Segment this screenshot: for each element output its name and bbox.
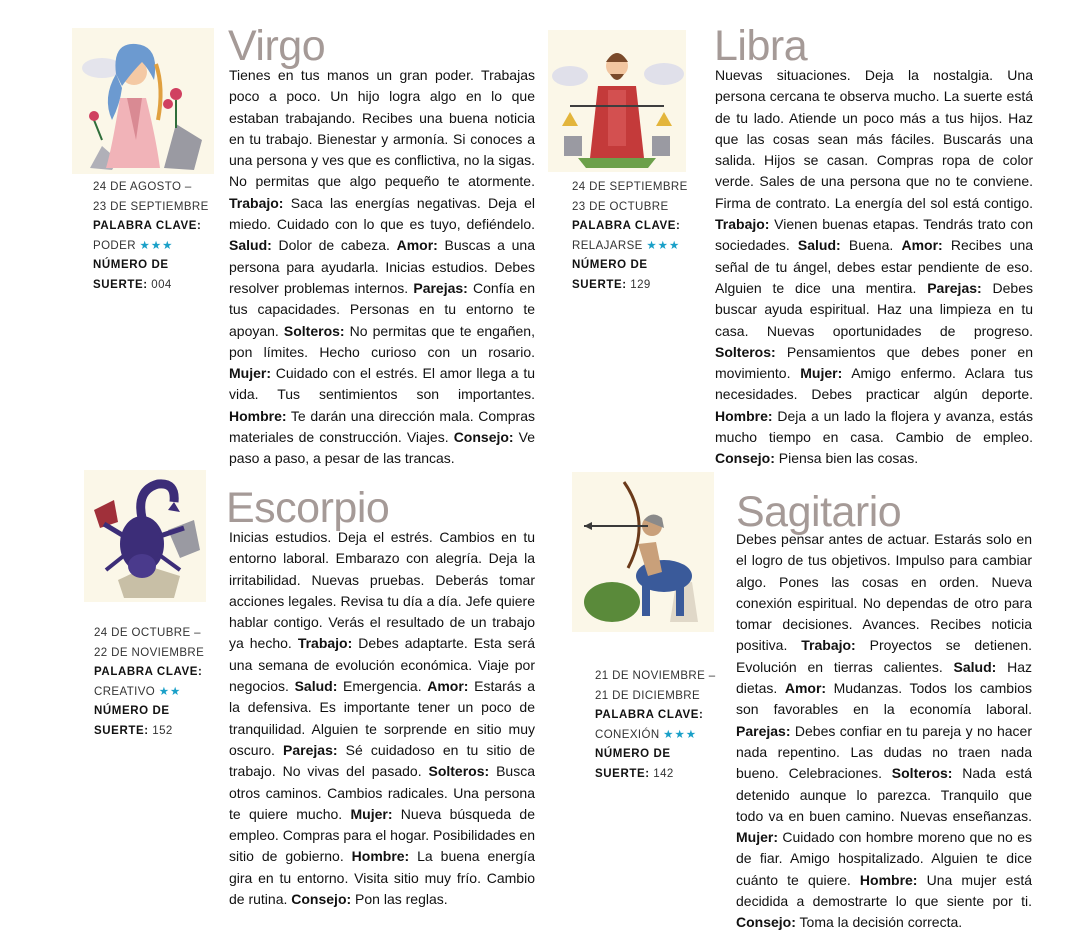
text-segment: Pensamientos que debes poner en movimiento. bbox=[715, 343, 1033, 382]
section-label: Solteros: bbox=[715, 343, 776, 360]
section-label: Trabajo: bbox=[715, 216, 770, 233]
horoscope-text-sagitario bbox=[736, 529, 1032, 934]
rating-stars: ★★★ bbox=[139, 239, 174, 252]
section-label: Mujer: bbox=[736, 829, 778, 846]
lucky-number-row bbox=[94, 722, 224, 742]
horoscope-text-virgo bbox=[229, 65, 535, 470]
keyword-row bbox=[93, 237, 223, 257]
section-label: Parejas: bbox=[283, 741, 338, 758]
text-segment: Debes confiar en tu pareja y no hacer nada repentino. Las dudas no traen nada bueno. Celebraciones. bbox=[736, 722, 1032, 782]
date-range-end: 22 DE NOVIEMBRE bbox=[94, 646, 205, 659]
lucky-number-value: 152 bbox=[152, 724, 173, 737]
text-segment: La buena energía gira en tu entorno. Visita sitio muy frío. Cambio de rutina. bbox=[229, 848, 535, 908]
libra-illustration bbox=[548, 30, 686, 172]
text-segment: Toma la decisión correcta. bbox=[795, 914, 963, 931]
text-segment: Sé cuidadoso en tu sitio de trabajo. No vivas del pasado. bbox=[229, 741, 535, 780]
text-segment: Nada está detenido aunque lo parezca. Tranquilo que todo va en buen camino. Nuevas enseñanzas. bbox=[736, 765, 1032, 824]
text-segment: Proyectos se detienen. Evolución en tierras calientes. bbox=[736, 637, 1033, 675]
text-segment: Debes buscar ayuda espiritual. Haz una limpieza en tu casa. Nuevas oportunidades de progreso. bbox=[715, 279, 1033, 339]
lucky-number-label: NÚMERO DE bbox=[93, 259, 169, 271]
section-label: Amor: bbox=[396, 237, 438, 254]
section-label: Mujer: bbox=[350, 805, 393, 822]
text-segment: Deja a un lado la flojera y avanza, estás mucho tiempo en casa. Cambio de empleo. bbox=[715, 407, 1033, 446]
rating-stars: ★★★ bbox=[663, 728, 698, 741]
text-segment: Ve paso a paso, a pesar de las trancas. bbox=[229, 429, 535, 467]
keyword-label: PALABRA CLAVE: bbox=[94, 666, 203, 678]
keyword-label: PALABRA CLAVE: bbox=[595, 709, 704, 721]
text-segment: Debes pensar antes de actuar. Estarás solo en el logro de tus objetivos. Impulso para cambiar algo. Pones las cosas en orden. Nueva conexión espiritual. No dependas de otro para tomar decisiones. Avances. Recibes noticia positiva. bbox=[736, 531, 1032, 654]
sagitario-illustration bbox=[572, 472, 714, 632]
text-segment: Recibes una señal de tu ángel, debes estar pendiente de eso. Alguien te dice una mentira. bbox=[715, 237, 1034, 296]
keyword-row bbox=[94, 683, 224, 703]
section-label: Parejas: bbox=[413, 279, 468, 296]
sign-title-sagitario: Sagitario bbox=[736, 488, 902, 536]
section-label: Mujer: bbox=[229, 365, 271, 382]
keyword-label: PALABRA CLAVE: bbox=[572, 220, 681, 232]
text-segment: Inicias estudios. Deja el estrés. Cambios en tu entorno laboral. Embarazo con alegría. Deja la irritabilidad. Nuevas pruebas. Deberás tomar acciones legales. Revisa tu día a día. Jefe quiere hablar contigo. Verás el resultado de un trabajo ya hecho. bbox=[229, 529, 535, 652]
keyword-value: PODER bbox=[93, 239, 136, 252]
text-segment: Confía en tus capacidades. Personas en tu entorno te apoyan. bbox=[229, 279, 535, 339]
libra-icon bbox=[548, 30, 686, 172]
section-label: Solteros: bbox=[428, 763, 490, 780]
section-label: Parejas: bbox=[927, 279, 982, 296]
section-label: Hombre: bbox=[351, 848, 410, 865]
date-range-start: 24 DE OCTUBRE – bbox=[94, 627, 201, 639]
section-label: Consejo: bbox=[291, 891, 352, 908]
section-label: Parejas: bbox=[736, 722, 791, 739]
text-segment: Te darán una dirección mala. Compras materiales de construcción. Viajes. bbox=[229, 407, 535, 446]
lucky-number-row bbox=[572, 276, 702, 296]
sagitario-meta bbox=[595, 667, 725, 784]
keyword-value: CREATIVO bbox=[94, 685, 156, 698]
text-segment: Cuidado con hombre moreno que no es de fiar. Amigo hospitalizado. Alguien te dice cuánto te quiere. bbox=[736, 829, 1032, 888]
keyword-value: RELAJARSE bbox=[572, 239, 643, 252]
lucky-number-label: NÚMERO DE bbox=[94, 705, 170, 717]
archer-icon bbox=[572, 472, 714, 632]
keyword-value: CONEXIÓN bbox=[595, 728, 660, 741]
sign-title-libra: Libra bbox=[714, 22, 808, 70]
date-range-start: 24 DE AGOSTO – bbox=[93, 181, 192, 193]
lucky-number-value: 004 bbox=[151, 278, 172, 291]
text-segment: Nueva búsqueda de empleo. Compras para el hogar. Posibilidades en sitio de gobierno. bbox=[229, 805, 536, 865]
escorpio-illustration bbox=[84, 470, 206, 602]
lucky-number-label-2: SUERTE: bbox=[94, 724, 149, 737]
text-segment: Vienen buenas etapas. Tendrás trato con sociedades. bbox=[715, 216, 1033, 254]
text-segment: Dolor de cabeza. bbox=[271, 237, 397, 254]
section-label: Consejo: bbox=[736, 914, 796, 931]
section-label: Mujer: bbox=[800, 365, 843, 382]
lucky-number-value: 129 bbox=[630, 278, 651, 291]
text-segment: Debes adaptarte. Esta será una semana de evolución económica. Viaje por negocios. bbox=[229, 635, 536, 695]
section-label: Solteros: bbox=[283, 322, 345, 339]
sign-title-virgo: Virgo bbox=[228, 22, 326, 70]
lucky-number-label-2: SUERTE: bbox=[572, 278, 627, 291]
keyword-row bbox=[595, 726, 725, 746]
rating-stars: ★★★ bbox=[646, 239, 681, 252]
text-segment: Buscas a una persona para ayudarla. Inicias estudios. Debes resolver problemas internos. bbox=[229, 237, 535, 296]
libra-meta bbox=[572, 178, 702, 295]
text-segment: No permitas que te engañen, pon límites. Hecho curioso con un rosario. bbox=[229, 322, 535, 360]
sign-title-escorpio: Escorpio bbox=[226, 484, 390, 532]
section-label: Trabajo: bbox=[297, 635, 353, 652]
date-range-start: 24 DE SEPTIEMBRE bbox=[572, 181, 688, 193]
text-segment: Pon las reglas. bbox=[351, 891, 448, 908]
lucky-number-label-2: SUERTE: bbox=[595, 767, 650, 780]
keyword-row bbox=[572, 237, 702, 257]
scorpion-icon bbox=[84, 470, 206, 602]
section-label: Amor: bbox=[427, 678, 469, 695]
text-segment: Una mujer está decidida a demostrarte lo que siente por ti. bbox=[736, 871, 1033, 910]
section-label: Amor: bbox=[901, 237, 943, 254]
section-label: Amor: bbox=[784, 680, 827, 697]
text-segment: Amigo enfermo. Aclara tus necesidades. Debes practicar algún deporte. bbox=[715, 365, 1033, 403]
text-segment: Nuevas situaciones. Deja la nostalgia. Una persona cercana te observa mucho. La suerte está de tu lado. Atiende un poco más a tus hijos. Haz que las cosas sean más fáciles. Buscarás una salida. Hijos se casan. Compras ropa de color verde. Sales de una persona que no te conviene. Firma de contrato. La energía del sol está contigo. bbox=[715, 67, 1033, 211]
section-label: Salud: bbox=[229, 237, 272, 254]
lucky-number-label: NÚMERO DE bbox=[595, 748, 671, 760]
horoscope-text-escorpio bbox=[229, 527, 535, 910]
rating-stars: ★★ bbox=[158, 685, 182, 698]
text-segment: Tienes en tus manos un gran poder. Trabajas poco a poco. Un hijo logra algo en lo que estaban trabajando. Recibes una buena noticia en tu trabajo. Bienestar y armonía. Si conoces a una persona y ves que es conflictiva, no la sigas. No permitas que algo pequeño te atormente. bbox=[229, 67, 535, 190]
text-segment: Cuidado con el estrés. El amor llega a tu vida. Tus sentimientos son importantes. bbox=[229, 365, 535, 403]
date-range-end: 23 DE SEPTIEMBRE bbox=[93, 200, 209, 213]
section-label: Salud: bbox=[294, 678, 338, 695]
text-segment: Emergencia. bbox=[337, 678, 428, 695]
lucky-number-row bbox=[595, 765, 725, 785]
section-label: Consejo: bbox=[453, 429, 514, 446]
section-label: Salud: bbox=[797, 237, 841, 254]
virgo-icon bbox=[72, 28, 214, 174]
date-range-end: 21 DE DICIEMBRE bbox=[595, 689, 701, 702]
virgo-meta bbox=[93, 178, 223, 295]
section-label: Salud: bbox=[953, 658, 997, 675]
text-segment: Mudanzas. Todos los cambios son favorables en la economía laboral. bbox=[736, 680, 1032, 718]
section-label: Consejo: bbox=[715, 450, 775, 467]
section-label: Hombre: bbox=[229, 407, 287, 424]
text-segment: Haz dietas. bbox=[736, 658, 1032, 697]
keyword-label: PALABRA CLAVE: bbox=[93, 220, 202, 232]
text-segment: Saca las energías negativas. Deja el miedo. Cuidado con lo que es tuyo, defiéndelo. bbox=[229, 194, 535, 233]
horoscope-text-libra bbox=[715, 65, 1033, 470]
text-segment: Busca otros caminos. Cambios radicales. Una persona te quiere mucho. bbox=[229, 763, 535, 822]
virgo-illustration bbox=[72, 28, 214, 174]
date-range-start: 21 DE NOVIEMBRE – bbox=[595, 670, 716, 682]
section-label: Hombre: bbox=[859, 871, 918, 888]
lucky-number-label-2: SUERTE: bbox=[93, 278, 148, 291]
text-segment: Piensa bien las cosas. bbox=[774, 450, 919, 467]
text-segment: Buena. bbox=[840, 237, 902, 254]
escorpio-meta bbox=[94, 624, 224, 741]
lucky-number-value: 142 bbox=[653, 767, 674, 780]
section-label: Trabajo: bbox=[801, 637, 856, 654]
text-segment: Estarás a la defensiva. Es importante tener un poco de tranquilidad. Alguien te sorprende en sitio muy oscuro. bbox=[229, 678, 535, 758]
lucky-number-label: NÚMERO DE bbox=[572, 259, 648, 271]
section-label: Hombre: bbox=[715, 407, 773, 424]
section-label: Trabajo: bbox=[229, 194, 284, 211]
lucky-number-row bbox=[93, 276, 223, 296]
date-range-end: 23 DE OCTUBRE bbox=[572, 200, 669, 213]
section-label: Solteros: bbox=[891, 765, 953, 782]
